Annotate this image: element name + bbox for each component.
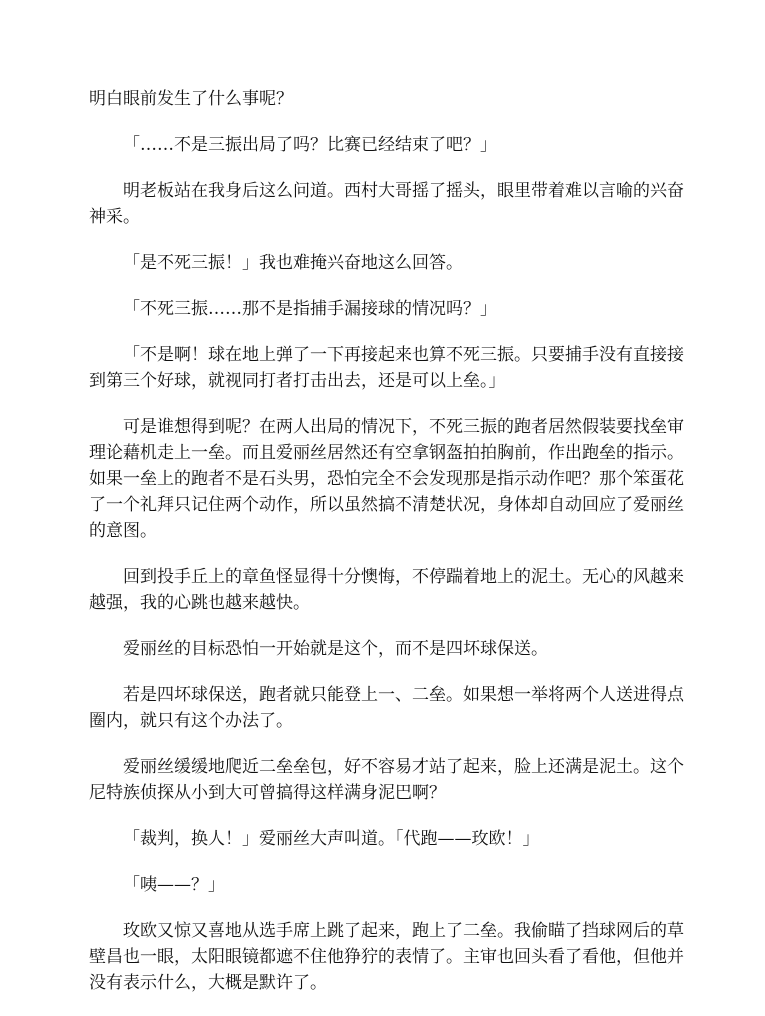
paragraph: 爱丽丝的目标恐怕一开始就是这个，而不是四坏球保送。 bbox=[123, 639, 548, 659]
paragraph: 明白眼前发生了什么事呢？ bbox=[89, 89, 293, 109]
paragraph: 「咦——？」 bbox=[123, 875, 225, 895]
paragraph: 可是谁想得到呢？在两人出局的情况下，不死三振的跑者居然假装要找垒审理论藉机走上一垒。而且爱丽丝居然还有空拿钢盔拍拍胸前，作出跑垒的指示。如果一垒上的跑者不是石头男，恐怕完全不会发现那是指示动作吧？那个笨蛋花了一个礼拜只记住两个动作，所以虽然搞不清楚状况，身体却自动回应了爱丽丝的意图。 bbox=[89, 417, 684, 541]
paragraph: 玫欧又惊又喜地从选手席上跳了起来，跑上了二垒。我偷瞄了挡球网后的草壁昌也一眼，太阳眼镜都遮不住他狰狞的表情了。主审也回头看了看他，但他并没有表示什么，大概是默许了。 bbox=[89, 921, 684, 993]
paragraph: 回到投手丘上的章鱼怪显得十分懊悔，不停踹着地上的泥土。无心的风越来越强，我的心跳也越来越快。 bbox=[89, 567, 684, 613]
paragraph: 「不死三振……那不是指捕手漏接球的情况吗？」 bbox=[123, 299, 497, 319]
text-body bbox=[89, 86, 684, 1016]
paragraph: 明老板站在我身后这么问道。西村大哥摇了摇头，眼里带着难以言喻的兴奋神采。 bbox=[89, 181, 684, 227]
paragraph: 「是不死三振！」我也难掩兴奋地这么回答。 bbox=[123, 253, 463, 273]
paragraph: 「裁判，换人！」爱丽丝大声叫道。「代跑——玫欧！」 bbox=[123, 829, 540, 849]
paragraph: 爱丽丝缓缓地爬近二垒垒包，好不容易才站了起来，脸上还满是泥土。这个尼特族侦探从小到大可曾搞得这样满身泥巴啊？ bbox=[89, 757, 684, 803]
paragraph: 「不是啊！球在地上弹了一下再接起来也算不死三振。只要捕手没有直接接到第三个好球，就视同打者打击出去，还是可以上垒。」 bbox=[89, 345, 684, 391]
paragraph: 「……不是三振出局了吗？比赛已经结束了吧？」 bbox=[123, 135, 497, 155]
paragraph: 若是四坏球保送，跑者就只能登上一、二垒。如果想一举将两个人送进得点圈内，就只有这个办法了。 bbox=[89, 685, 684, 731]
